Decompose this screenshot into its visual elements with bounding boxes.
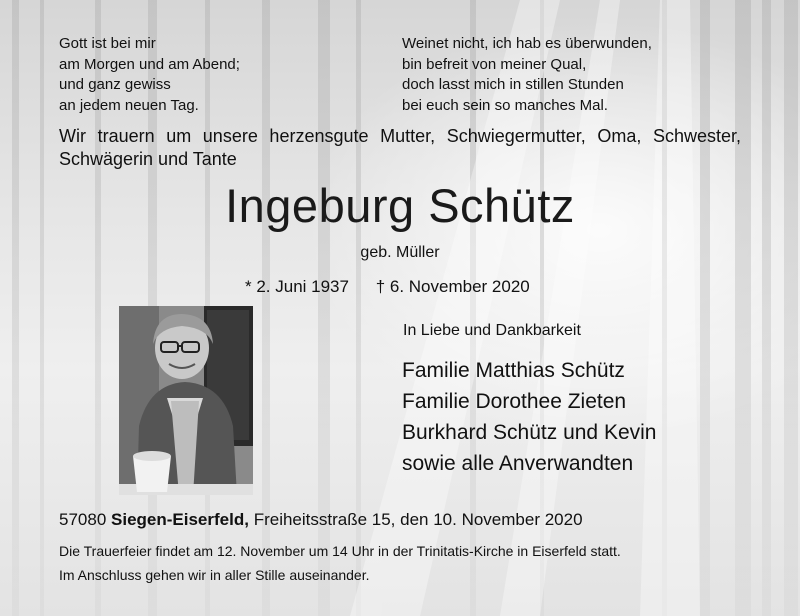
verse-line: Weinet nicht, ich hab es überwunden,	[402, 35, 652, 52]
farewell-note: Im Anschluss gehen wir in aller Stille auseinander.	[59, 567, 370, 583]
street-and-date: Freiheitsstraße 15, den 10. November 2020	[253, 510, 583, 529]
verse-line: bin befreit von meiner Qual,	[402, 55, 587, 73]
family-entry: Familie Matthias Schütz	[402, 359, 625, 382]
mourning-intro: Wir trauern um unsere herzensgute Mutter, Schwiegermutter, Oma, Schwester, Schwägerin und Tante	[59, 126, 741, 169]
family-list	[402, 355, 656, 479]
verse-line: doch lasst mich in stillen Stunden	[402, 76, 624, 93]
town: Siegen-Eiserfeld,	[111, 510, 249, 529]
death-date: † 6. November 2020	[375, 277, 530, 296]
postcode: 57080	[59, 510, 107, 529]
portrait-illustration	[119, 306, 253, 495]
life-dates	[245, 277, 530, 297]
address-line	[59, 510, 583, 530]
portrait-photo	[119, 306, 253, 495]
family-entry: sowie alle Anverwandten	[402, 452, 634, 475]
family-entry: Familie Dorothee Zieten	[402, 390, 627, 413]
verse-line: Gott ist bei mir	[59, 35, 156, 52]
family-entry: Burkhard Schütz und Kevin	[402, 421, 657, 444]
dedication: In Liebe und Dankbarkeit	[403, 322, 581, 339]
verse-right	[402, 34, 652, 116]
birth-date: * 2. Juni 1937	[245, 277, 349, 296]
verse-line: bei euch sein so manches Mal.	[402, 96, 608, 114]
verse-line: an jedem neuen Tag.	[59, 96, 199, 114]
deceased-name: Ingeburg Schütz	[225, 179, 575, 232]
maiden-name: geb. Müller	[360, 244, 440, 261]
funeral-note: Die Trauerfeier findet am 12. November um 14 Uhr in der Trinitatis-Kirche in Eiserfeld statt.	[59, 543, 621, 559]
verse-left	[59, 34, 240, 116]
verse-line: am Morgen und am Abend;	[59, 55, 240, 73]
verse-line: und ganz gewiss	[59, 76, 171, 93]
